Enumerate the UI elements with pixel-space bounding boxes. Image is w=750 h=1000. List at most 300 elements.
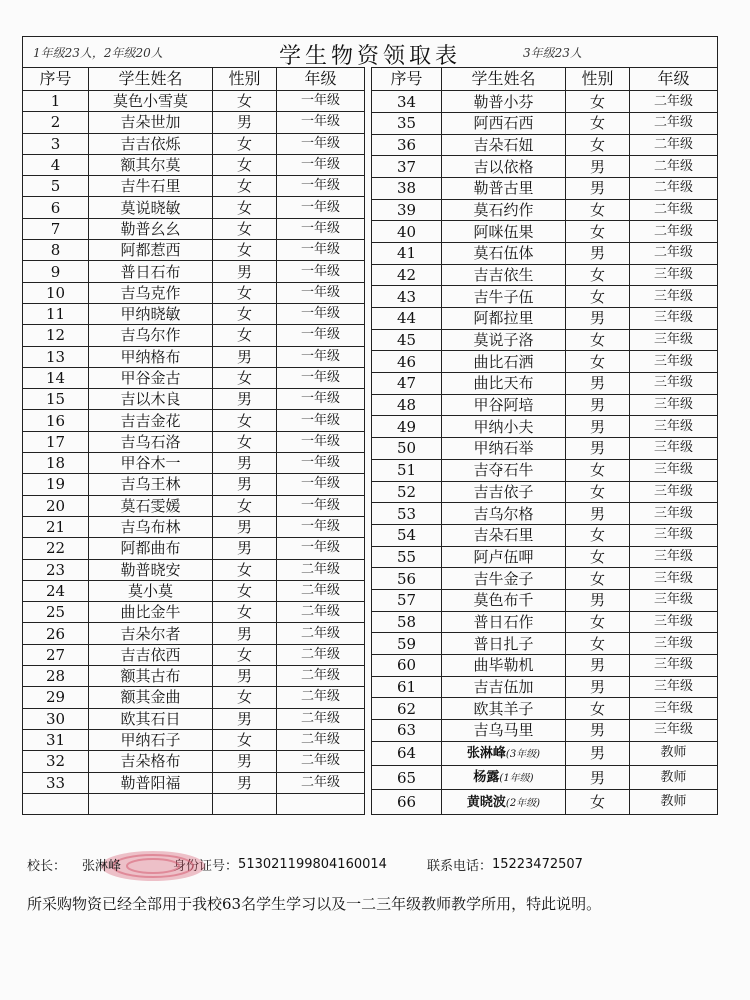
cell-grade: 三年级	[630, 438, 718, 460]
cell-gender: 男	[566, 373, 630, 395]
cell-no: 4	[23, 154, 89, 175]
cell-gender: 女	[566, 199, 630, 221]
cell-gender: 女	[566, 568, 630, 590]
cell-no: 19	[23, 474, 89, 495]
cell-gender: 男	[213, 346, 277, 367]
cell-name: 吉乌布林	[89, 516, 213, 537]
table-row	[372, 481, 718, 503]
table-row	[23, 666, 365, 687]
cell-grade: 三年级	[630, 308, 718, 330]
table-row	[23, 474, 365, 495]
cell-grade: 二年级	[630, 178, 718, 200]
table-row	[372, 308, 718, 330]
cell-grade: 一年级	[277, 240, 365, 261]
cell-gender: 男	[213, 516, 277, 537]
cell-gender: 女	[213, 303, 277, 324]
cell-no: 17	[23, 431, 89, 452]
cell-no: 60	[372, 654, 442, 676]
cell-no: 1	[23, 91, 89, 112]
cell-no: 44	[372, 308, 442, 330]
cell-name: 吉乌尔作	[89, 325, 213, 346]
table-row	[372, 568, 718, 590]
cell-name: 甲纳石子	[89, 729, 213, 750]
cell-name: 甲谷阿培	[442, 394, 566, 416]
table-row	[23, 687, 365, 708]
cell-gender: 男	[213, 772, 277, 793]
table-row	[372, 264, 718, 286]
cell-gender: 女	[566, 134, 630, 156]
cell-no: 7	[23, 218, 89, 239]
cell-gender: 女	[566, 524, 630, 546]
cell-grade: 三年级	[630, 351, 718, 373]
table-row	[23, 793, 365, 814]
cell-grade: 三年级	[630, 503, 718, 525]
cell-gender: 女	[213, 602, 277, 623]
cell-name: 阿西石西	[442, 113, 566, 135]
table-row	[23, 538, 365, 559]
cell-no: 66	[372, 790, 442, 815]
table-row	[372, 790, 718, 815]
cell-gender: 女	[213, 431, 277, 452]
cell-name: 曲比石洒	[442, 351, 566, 373]
cell-gender	[213, 793, 277, 814]
cell-name: 吉乌王林	[89, 474, 213, 495]
table-row	[23, 729, 365, 750]
cell-gender: 男	[213, 453, 277, 474]
table-row	[23, 495, 365, 516]
cell-name: 莫石雯媛	[89, 495, 213, 516]
cell-gender: 男	[213, 261, 277, 282]
cell-gender: 男	[213, 112, 277, 133]
cell-grade: 教师	[630, 790, 718, 815]
cell-name	[442, 765, 566, 789]
cell-gender: 女	[213, 580, 277, 601]
cell-name: 甲纳小夫	[442, 416, 566, 438]
table-row	[23, 580, 365, 601]
cell-grade: 二年级	[277, 666, 365, 687]
cell-name: 阿都拉里	[442, 308, 566, 330]
cell-no: 53	[372, 503, 442, 525]
cell-grade: 三年级	[630, 264, 718, 286]
cell-gender: 男	[566, 719, 630, 741]
form-header	[22, 36, 718, 67]
cell-no: 65	[372, 765, 442, 789]
table-row	[372, 438, 718, 460]
cell-grade: 一年级	[277, 389, 365, 410]
cell-grade: 二年级	[277, 772, 365, 793]
cell-grade: 二年级	[630, 134, 718, 156]
form-footer	[27, 855, 717, 916]
cell-no: 27	[23, 644, 89, 665]
table-row	[372, 546, 718, 568]
header-grade: 年级	[630, 68, 718, 91]
cell-no: 3	[23, 133, 89, 154]
cell-no: 10	[23, 282, 89, 303]
cell-no: 35	[372, 113, 442, 135]
cell-name: 吉夺石牛	[442, 459, 566, 481]
cell-name: 吉朵尔者	[89, 623, 213, 644]
cell-grade: 三年级	[630, 676, 718, 698]
student-table-left	[22, 67, 365, 815]
cell-gender: 男	[566, 308, 630, 330]
cell-gender: 女	[213, 325, 277, 346]
cell-no: 33	[23, 772, 89, 793]
cell-no: 64	[372, 741, 442, 765]
cell-no: 46	[372, 351, 442, 373]
cell-gender: 女	[213, 559, 277, 580]
table-row	[23, 197, 365, 218]
table-row	[23, 559, 365, 580]
cell-gender: 男	[213, 474, 277, 495]
table-row	[372, 698, 718, 720]
cell-grade: 三年级	[630, 286, 718, 308]
handwritten-note-left: 1年级23人，2年级20人	[33, 46, 163, 60]
table-row	[372, 503, 718, 525]
cell-gender: 女	[213, 367, 277, 388]
cell-gender: 女	[213, 91, 277, 112]
cell-no: 47	[372, 373, 442, 395]
principal-info-line	[27, 855, 717, 874]
table-row	[23, 282, 365, 303]
table-row	[23, 751, 365, 772]
cell-name: 甲谷木一	[89, 453, 213, 474]
cell-gender: 男	[566, 741, 630, 765]
cell-name: 吉吉依烁	[89, 133, 213, 154]
cell-no: 2	[23, 112, 89, 133]
cell-name: 莫色布千	[442, 589, 566, 611]
cell-gender: 女	[213, 282, 277, 303]
cell-name	[89, 793, 213, 814]
cell-name: 勒普小芬	[442, 91, 566, 113]
cell-no: 43	[372, 286, 442, 308]
cell-gender: 女	[566, 546, 630, 568]
cell-grade: 一年级	[277, 133, 365, 154]
cell-gender: 男	[213, 389, 277, 410]
cell-gender: 男	[213, 666, 277, 687]
cell-name: 莫小莫	[89, 580, 213, 601]
cell-no: 58	[372, 611, 442, 633]
statement-text: 所采购物资已经全部用于我校63名学生学习以及一二三年级教师教学所用，特此说明。	[27, 895, 602, 913]
cell-name: 甲谷金古	[89, 367, 213, 388]
table-row	[23, 453, 365, 474]
cell-grade: 教师	[630, 765, 718, 789]
cell-no: 36	[372, 134, 442, 156]
cell-gender: 女	[213, 197, 277, 218]
header-name: 学生姓名	[442, 68, 566, 91]
table-row	[23, 91, 365, 112]
cell-grade: 二年级	[277, 623, 365, 644]
cell-no: 52	[372, 481, 442, 503]
cell-no: 26	[23, 623, 89, 644]
cell-grade: 三年级	[630, 698, 718, 720]
cell-grade: 三年级	[630, 654, 718, 676]
cell-gender: 女	[566, 633, 630, 655]
cell-no: 31	[23, 729, 89, 750]
table-row	[23, 176, 365, 197]
cell-name: 吉以依格	[442, 156, 566, 178]
cell-grade: 一年级	[277, 91, 365, 112]
header-no: 序号	[23, 68, 89, 91]
cell-grade: 三年级	[630, 568, 718, 590]
table-row	[372, 199, 718, 221]
cell-grade: 二年级	[277, 708, 365, 729]
cell-gender: 女	[566, 329, 630, 351]
cell-gender: 女	[566, 221, 630, 243]
cell-grade: 二年级	[277, 751, 365, 772]
cell-name: 莫石约作	[442, 199, 566, 221]
cell-no: 50	[372, 438, 442, 460]
cell-gender: 女	[566, 113, 630, 135]
cell-grade: 一年级	[277, 303, 365, 324]
cell-gender: 男	[566, 416, 630, 438]
cell-grade: 三年级	[630, 589, 718, 611]
cell-no: 15	[23, 389, 89, 410]
table-row	[372, 719, 718, 741]
cell-no: 22	[23, 538, 89, 559]
cell-name: 阿咪伍果	[442, 221, 566, 243]
cell-name: 曲比天布	[442, 373, 566, 395]
teacher-name: 杨露	[473, 770, 500, 786]
id-label: 身份证号：	[173, 859, 239, 874]
header-no: 序号	[372, 68, 442, 91]
cell-grade: 二年级	[277, 644, 365, 665]
table-row	[23, 367, 365, 388]
cell-no: 51	[372, 459, 442, 481]
table-row	[23, 410, 365, 431]
cell-gender: 女	[566, 286, 630, 308]
table-row	[23, 240, 365, 261]
table-header-row	[23, 68, 365, 91]
cell-name: 吉乌尔格	[442, 503, 566, 525]
cell-grade: 三年级	[630, 373, 718, 395]
cell-name: 莫说子洛	[442, 329, 566, 351]
cell-no: 25	[23, 602, 89, 623]
table-row	[23, 772, 365, 793]
cell-gender: 男	[213, 751, 277, 772]
handwritten-note-right: 3年级23人	[523, 46, 582, 60]
cell-name: 勒普晓安	[89, 559, 213, 580]
cell-grade: 三年级	[630, 719, 718, 741]
table-row	[23, 708, 365, 729]
header-gender: 性别	[213, 68, 277, 91]
header-gender: 性别	[566, 68, 630, 91]
cell-gender: 女	[213, 133, 277, 154]
cell-no: 13	[23, 346, 89, 367]
table-row	[372, 178, 718, 200]
cell-name: 吉乌石洛	[89, 431, 213, 452]
cell-gender: 女	[566, 790, 630, 815]
cell-gender: 女	[213, 240, 277, 261]
table-row	[372, 459, 718, 481]
id-value: 513021199804160014	[238, 857, 387, 872]
principal-name: 张淋峰	[82, 859, 122, 874]
cell-grade: 二年级	[630, 221, 718, 243]
student-table-right	[371, 67, 718, 815]
cell-no: 55	[372, 546, 442, 568]
cell-grade: 一年级	[277, 282, 365, 303]
cell-grade: 三年级	[630, 416, 718, 438]
cell-no: 16	[23, 410, 89, 431]
cell-name: 阿都曲布	[89, 538, 213, 559]
cell-name: 普日扎子	[442, 633, 566, 655]
cell-name: 吉牛石里	[89, 176, 213, 197]
cell-name: 勒普古里	[442, 178, 566, 200]
cell-name: 吉乌克作	[89, 282, 213, 303]
cell-no: 54	[372, 524, 442, 546]
cell-no: 12	[23, 325, 89, 346]
table-row	[372, 394, 718, 416]
table-row	[23, 602, 365, 623]
cell-grade: 三年级	[630, 481, 718, 503]
table-row	[23, 346, 365, 367]
cell-name: 吉朵格布	[89, 751, 213, 772]
table-row	[23, 431, 365, 452]
cell-no: 8	[23, 240, 89, 261]
cell-name: 吉朵石里	[442, 524, 566, 546]
table-row	[372, 221, 718, 243]
form-title: 学生物资领取表	[278, 44, 461, 69]
cell-no: 45	[372, 329, 442, 351]
cell-name	[442, 790, 566, 815]
cell-grade: 一年级	[277, 112, 365, 133]
cell-name: 阿卢伍呷	[442, 546, 566, 568]
cell-name: 莫石伍体	[442, 243, 566, 265]
table-row	[23, 389, 365, 410]
table-row	[23, 516, 365, 537]
cell-no: 59	[372, 633, 442, 655]
cell-gender: 男	[213, 623, 277, 644]
cell-gender: 男	[213, 708, 277, 729]
cell-grade: 一年级	[277, 495, 365, 516]
cell-gender: 女	[566, 698, 630, 720]
table-row	[372, 416, 718, 438]
cell-grade: 三年级	[630, 633, 718, 655]
header-grade: 年级	[277, 68, 365, 91]
table-row	[372, 654, 718, 676]
cell-name: 额其尔莫	[89, 154, 213, 175]
cell-no: 21	[23, 516, 89, 537]
cell-gender: 男	[566, 676, 630, 698]
table-row	[372, 676, 718, 698]
cell-gender: 女	[566, 91, 630, 113]
table-row	[372, 329, 718, 351]
cell-name: 普日石作	[442, 611, 566, 633]
table-row	[23, 261, 365, 282]
cell-grade: 三年级	[630, 459, 718, 481]
cell-no: 34	[372, 91, 442, 113]
table-row	[372, 91, 718, 113]
cell-gender: 男	[566, 589, 630, 611]
cell-grade: 二年级	[630, 113, 718, 135]
cell-name: 莫色小雪莫	[89, 91, 213, 112]
cell-name: 吉朵世加	[89, 112, 213, 133]
cell-grade: 三年级	[630, 394, 718, 416]
table-row	[372, 741, 718, 765]
table-row	[372, 113, 718, 135]
cell-gender: 女	[213, 729, 277, 750]
cell-grade: 一年级	[277, 474, 365, 495]
cell-no: 63	[372, 719, 442, 741]
cell-grade: 一年级	[277, 154, 365, 175]
table-row	[372, 524, 718, 546]
cell-grade: 二年级	[630, 91, 718, 113]
table-row	[372, 373, 718, 395]
cell-no: 9	[23, 261, 89, 282]
cell-name: 吉牛金子	[442, 568, 566, 590]
cell-gender: 男	[566, 438, 630, 460]
cell-grade: 一年级	[277, 261, 365, 282]
cell-name: 普日石布	[89, 261, 213, 282]
table-row	[23, 644, 365, 665]
table-row	[372, 351, 718, 373]
cell-no: 40	[372, 221, 442, 243]
cell-grade: 一年级	[277, 538, 365, 559]
cell-grade: 一年级	[277, 218, 365, 239]
cell-grade: 一年级	[277, 346, 365, 367]
cell-no: 29	[23, 687, 89, 708]
cell-name: 吉吉依子	[442, 481, 566, 503]
cell-grade: 教师	[630, 741, 718, 765]
cell-gender: 女	[566, 264, 630, 286]
cell-gender: 男	[566, 156, 630, 178]
cell-gender: 女	[213, 154, 277, 175]
cell-no: 57	[372, 589, 442, 611]
cell-name: 曲毕勒机	[442, 654, 566, 676]
cell-gender: 女	[213, 218, 277, 239]
cell-name: 吉乌马里	[442, 719, 566, 741]
cell-no: 28	[23, 666, 89, 687]
cell-name: 欧其羊子	[442, 698, 566, 720]
teacher-grade-note: (1年级)	[499, 773, 534, 785]
cell-grade: 二年级	[630, 199, 718, 221]
cell-grade: 三年级	[630, 611, 718, 633]
cell-name: 勒普幺幺	[89, 218, 213, 239]
cell-gender: 男	[566, 503, 630, 525]
table-row	[372, 134, 718, 156]
cell-grade: 二年级	[630, 156, 718, 178]
cell-grade: 一年级	[277, 176, 365, 197]
table-row	[23, 133, 365, 154]
phone-value: 15223472507	[491, 857, 583, 872]
cell-no: 41	[372, 243, 442, 265]
table-row	[23, 218, 365, 239]
cell-no: 20	[23, 495, 89, 516]
cell-no: 61	[372, 676, 442, 698]
cell-grade: 一年级	[277, 410, 365, 431]
cell-no: 5	[23, 176, 89, 197]
cell-name: 额其金曲	[89, 687, 213, 708]
table-row	[23, 154, 365, 175]
teacher-name: 黄晓波	[466, 794, 506, 810]
cell-gender: 女	[566, 459, 630, 481]
table-row	[372, 589, 718, 611]
cell-no	[23, 793, 89, 814]
cell-gender: 男	[566, 394, 630, 416]
cell-grade: 一年级	[277, 453, 365, 474]
cell-gender: 男	[213, 538, 277, 559]
cell-gender: 女	[213, 495, 277, 516]
cell-name: 吉牛子伍	[442, 286, 566, 308]
cell-name: 吉吉金花	[89, 410, 213, 431]
cell-grade: 三年级	[630, 546, 718, 568]
cell-no: 6	[23, 197, 89, 218]
cell-name	[442, 741, 566, 765]
cell-gender: 男	[566, 765, 630, 789]
cell-gender: 女	[566, 481, 630, 503]
cell-grade: 一年级	[277, 431, 365, 452]
cell-gender: 女	[566, 611, 630, 633]
cell-name: 吉吉依生	[442, 264, 566, 286]
